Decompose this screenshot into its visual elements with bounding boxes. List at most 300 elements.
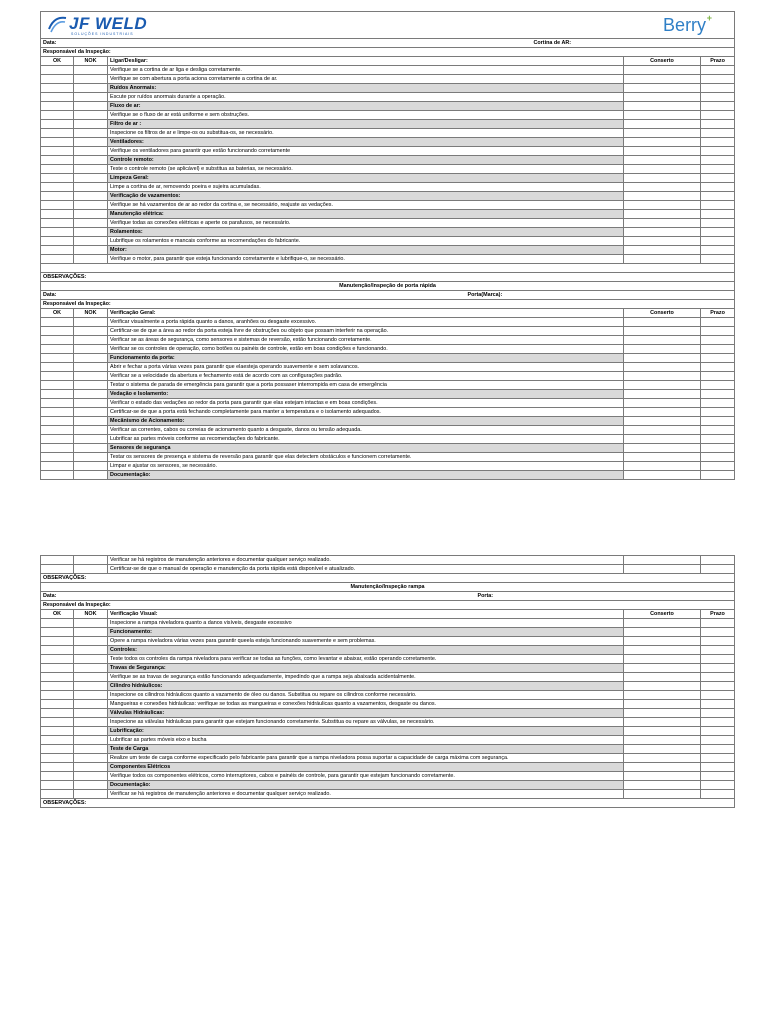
- ok-checkbox-cell[interactable]: [41, 390, 74, 399]
- conserto-cell[interactable]: [624, 646, 701, 655]
- checklist-item-text: Sensores de segurança: [108, 444, 624, 453]
- ok-checkbox-cell[interactable]: [41, 556, 74, 565]
- ok-checkbox-cell[interactable]: [41, 399, 74, 408]
- conserto-cell[interactable]: [624, 426, 701, 435]
- conserto-cell[interactable]: [624, 781, 701, 790]
- ok-checkbox-cell[interactable]: [41, 655, 74, 664]
- prazo-cell[interactable]: [701, 255, 735, 264]
- ok-checkbox-cell[interactable]: [41, 237, 74, 246]
- prazo-cell[interactable]: [701, 444, 735, 453]
- conserto-cell[interactable]: [624, 736, 701, 745]
- ok-checkbox-cell[interactable]: [41, 102, 74, 111]
- conserto-cell[interactable]: [624, 228, 701, 237]
- prazo-cell[interactable]: [701, 408, 735, 417]
- nok-checkbox-cell[interactable]: [74, 556, 108, 565]
- nok-checkbox-cell[interactable]: [74, 781, 108, 790]
- nok-checkbox-cell[interactable]: [74, 745, 108, 754]
- ok-checkbox-cell[interactable]: [41, 471, 74, 480]
- checklist-item-row: [41, 462, 735, 471]
- conserto-cell[interactable]: [624, 628, 701, 637]
- checklist-item-text: Verifique se com abertura a porta aciona corretamente a cortina de ar.: [108, 75, 624, 84]
- ok-checkbox-cell[interactable]: [41, 165, 74, 174]
- nok-checkbox-cell[interactable]: [74, 201, 108, 210]
- checklist-item-text: Documentação:: [108, 781, 624, 790]
- conserto-cell[interactable]: [624, 255, 701, 264]
- nok-checkbox-cell[interactable]: [74, 646, 108, 655]
- ok-checkbox-cell[interactable]: [41, 673, 74, 682]
- observations-label: OBSERVAÇÕES:: [41, 273, 735, 282]
- ok-checkbox-cell[interactable]: [41, 619, 74, 628]
- ok-checkbox-cell[interactable]: [41, 345, 74, 354]
- checklist-item-text: Certificar-se de que a área ao redor da porta esteja livre de obstruções ou objeto que possam interferir na operação.: [108, 327, 624, 336]
- nok-checkbox-cell[interactable]: [74, 318, 108, 327]
- conserto-cell[interactable]: [624, 682, 701, 691]
- checklist-item-row: [41, 655, 735, 664]
- nok-checkbox-cell[interactable]: [74, 129, 108, 138]
- nok-checkbox-cell[interactable]: [74, 327, 108, 336]
- prazo-cell[interactable]: [701, 673, 735, 682]
- checklist-item-row: [41, 408, 735, 417]
- ok-checkbox-cell[interactable]: [41, 637, 74, 646]
- ok-checkbox-cell[interactable]: [41, 336, 74, 345]
- checklist-item-text: Escute por ruídos anormais durante a operação.: [108, 93, 624, 102]
- ok-checkbox-cell[interactable]: [41, 111, 74, 120]
- prazo-cell[interactable]: [701, 700, 735, 709]
- conserto-cell[interactable]: [624, 174, 701, 183]
- ok-checkbox-cell[interactable]: [41, 790, 74, 799]
- prazo-cell[interactable]: [701, 165, 735, 174]
- nok-checkbox-cell[interactable]: [74, 381, 108, 390]
- conserto-cell[interactable]: [624, 619, 701, 628]
- prazo-cell[interactable]: [701, 363, 735, 372]
- header-row-2: [41, 309, 735, 318]
- ok-checkbox-cell[interactable]: [41, 435, 74, 444]
- prazo-cell[interactable]: [701, 790, 735, 799]
- checklist-item-text: Controle remoto:: [108, 156, 624, 165]
- checklist-item-text: Controles:: [108, 646, 624, 655]
- nok-checkbox-cell[interactable]: [74, 84, 108, 93]
- conserto-cell[interactable]: [624, 754, 701, 763]
- nok-checkbox-cell[interactable]: [74, 682, 108, 691]
- conserto-cell[interactable]: [624, 556, 701, 565]
- checklist-heading-row: [41, 174, 735, 183]
- nok-checkbox-cell[interactable]: [74, 444, 108, 453]
- conserto-cell[interactable]: [624, 66, 701, 75]
- nok-checkbox-cell[interactable]: [74, 565, 108, 574]
- prazo-cell[interactable]: [701, 655, 735, 664]
- prazo-cell[interactable]: [701, 718, 735, 727]
- nok-checkbox-cell[interactable]: [74, 372, 108, 381]
- prazo-cell[interactable]: [701, 682, 735, 691]
- section1-title: Cortina de AR:: [108, 39, 735, 48]
- conserto-cell[interactable]: [624, 390, 701, 399]
- nok-checkbox-cell[interactable]: [74, 408, 108, 417]
- prazo-cell[interactable]: [701, 462, 735, 471]
- nok-checkbox-cell[interactable]: [74, 120, 108, 129]
- checklist-item-row: [41, 453, 735, 462]
- ok-checkbox-cell[interactable]: [41, 210, 74, 219]
- checklist-heading-row: [41, 354, 735, 363]
- prazo-cell[interactable]: [701, 345, 735, 354]
- conserto-cell[interactable]: [624, 673, 701, 682]
- conserto-cell[interactable]: [624, 399, 701, 408]
- ok-checkbox-cell[interactable]: [41, 381, 74, 390]
- ok-checkbox-cell[interactable]: [41, 700, 74, 709]
- prazo-cell[interactable]: [701, 201, 735, 210]
- ok-checkbox-cell[interactable]: [41, 327, 74, 336]
- prazo-cell[interactable]: [701, 664, 735, 673]
- ok-checkbox-cell[interactable]: [41, 84, 74, 93]
- checklist-item-row: [41, 201, 735, 210]
- nok-checkbox-cell[interactable]: [74, 462, 108, 471]
- checklist-item-text: Travas de Segurança:: [108, 664, 624, 673]
- prazo-cell[interactable]: [701, 691, 735, 700]
- ok-checkbox-cell[interactable]: [41, 772, 74, 781]
- prazo-cell[interactable]: [701, 646, 735, 655]
- conserto-cell[interactable]: [624, 381, 701, 390]
- ok-checkbox-cell[interactable]: [41, 246, 74, 255]
- prazo-cell[interactable]: [701, 327, 735, 336]
- nok-checkbox-cell[interactable]: [74, 700, 108, 709]
- ok-checkbox-cell[interactable]: [41, 228, 74, 237]
- ok-checkbox-cell[interactable]: [41, 691, 74, 700]
- checklist-heading-row: [41, 763, 735, 772]
- prazo-cell[interactable]: [701, 727, 735, 736]
- conserto-cell[interactable]: [624, 444, 701, 453]
- checklist-item-text: Verificar as correntes, cabos ou correias de acionamento quanto a desgaste, danos ou tensão adequada.: [108, 426, 624, 435]
- ok-checkbox-cell[interactable]: [41, 763, 74, 772]
- prazo-cell[interactable]: [701, 556, 735, 565]
- ok-checkbox-cell[interactable]: [41, 129, 74, 138]
- prazo-cell[interactable]: [701, 93, 735, 102]
- ok-checkbox-cell[interactable]: [41, 462, 74, 471]
- prazo-cell[interactable]: [701, 156, 735, 165]
- date-row: [41, 39, 735, 48]
- checklist-item-row: [41, 754, 735, 763]
- checklist-item-row: [41, 93, 735, 102]
- prazo-cell[interactable]: [701, 565, 735, 574]
- ok-checkbox-cell[interactable]: [41, 120, 74, 129]
- checklist-item-row: [41, 318, 735, 327]
- ok-checkbox-cell[interactable]: [41, 147, 74, 156]
- ok-checkbox-cell[interactable]: [41, 93, 74, 102]
- conserto-cell[interactable]: [624, 790, 701, 799]
- prazo-cell[interactable]: [701, 709, 735, 718]
- ok-checkbox-cell[interactable]: [41, 781, 74, 790]
- prazo-cell[interactable]: [701, 237, 735, 246]
- prazo-cell[interactable]: [701, 183, 735, 192]
- ok-checkbox-cell[interactable]: [41, 417, 74, 426]
- conserto-cell[interactable]: [624, 336, 701, 345]
- ok-checkbox-cell[interactable]: [41, 408, 74, 417]
- ok-checkbox-cell[interactable]: [41, 718, 74, 727]
- checklist-heading-row: [41, 727, 735, 736]
- nok-checkbox-cell[interactable]: [74, 354, 108, 363]
- conserto-cell[interactable]: [624, 120, 701, 129]
- nok-checkbox-cell[interactable]: [74, 637, 108, 646]
- conserto-cell[interactable]: [624, 246, 701, 255]
- nok-checkbox-cell[interactable]: [74, 237, 108, 246]
- conserto-cell[interactable]: [624, 718, 701, 727]
- ok-checkbox-cell[interactable]: [41, 745, 74, 754]
- checklist-item-row: [41, 637, 735, 646]
- prazo-cell[interactable]: [701, 471, 735, 480]
- nok-checkbox-cell[interactable]: [74, 727, 108, 736]
- conserto-cell[interactable]: [624, 417, 701, 426]
- nok-checkbox-cell[interactable]: [74, 93, 108, 102]
- ok-checkbox-cell[interactable]: [41, 156, 74, 165]
- conserto-cell[interactable]: [624, 345, 701, 354]
- conserto-header: Conserto: [624, 57, 701, 66]
- conserto-cell[interactable]: [624, 565, 701, 574]
- prazo-cell[interactable]: [701, 246, 735, 255]
- prazo-cell[interactable]: [701, 336, 735, 345]
- prazo-cell[interactable]: [701, 435, 735, 444]
- checklist-table-2: [40, 555, 735, 808]
- conserto-cell[interactable]: [624, 471, 701, 480]
- checklist-item-row: [41, 718, 735, 727]
- ok-checkbox-cell[interactable]: [41, 754, 74, 763]
- nok-checkbox-cell[interactable]: [74, 228, 108, 237]
- prazo-cell[interactable]: [701, 102, 735, 111]
- conserto-cell[interactable]: [624, 664, 701, 673]
- prazo-cell[interactable]: [701, 228, 735, 237]
- checklist-item-row: [41, 736, 735, 745]
- prazo-cell[interactable]: [701, 772, 735, 781]
- conserto-cell[interactable]: [624, 165, 701, 174]
- ok-checkbox-cell[interactable]: [41, 709, 74, 718]
- nok-checkbox-cell[interactable]: [74, 664, 108, 673]
- nok-checkbox-cell[interactable]: [74, 709, 108, 718]
- nok-checkbox-cell[interactable]: [74, 435, 108, 444]
- nok-checkbox-cell[interactable]: [74, 66, 108, 75]
- ok-checkbox-cell[interactable]: [41, 138, 74, 147]
- conserto-cell[interactable]: [624, 700, 701, 709]
- ok-checkbox-cell[interactable]: [41, 727, 74, 736]
- ok-header: OK: [41, 57, 74, 66]
- nok-checkbox-cell[interactable]: [74, 102, 108, 111]
- ok-checkbox-cell[interactable]: [41, 75, 74, 84]
- ok-checkbox-cell[interactable]: [41, 426, 74, 435]
- nok-checkbox-cell[interactable]: [74, 183, 108, 192]
- section3-title: Manutenção/Inspeção rampa: [41, 583, 735, 592]
- conserto-cell[interactable]: [624, 75, 701, 84]
- nok-checkbox-cell[interactable]: [74, 345, 108, 354]
- nok-checkbox-cell[interactable]: [74, 147, 108, 156]
- ok-checkbox-cell[interactable]: [41, 66, 74, 75]
- prazo-cell[interactable]: [701, 84, 735, 93]
- prazo-cell[interactable]: [701, 754, 735, 763]
- prazo-cell[interactable]: [701, 75, 735, 84]
- nok-checkbox-cell[interactable]: [74, 763, 108, 772]
- nok-checkbox-cell[interactable]: [74, 673, 108, 682]
- conserto-cell[interactable]: [624, 327, 701, 336]
- prazo-cell[interactable]: [701, 426, 735, 435]
- ok-checkbox-cell[interactable]: [41, 453, 74, 462]
- ok-checkbox-cell[interactable]: [41, 354, 74, 363]
- conserto-cell[interactable]: [624, 147, 701, 156]
- conserto-cell[interactable]: [624, 237, 701, 246]
- conserto-cell[interactable]: [624, 192, 701, 201]
- conserto-cell[interactable]: [624, 318, 701, 327]
- conserto-cell[interactable]: [624, 102, 701, 111]
- conserto-cell[interactable]: [624, 408, 701, 417]
- conserto-cell[interactable]: [624, 210, 701, 219]
- ok-checkbox-cell[interactable]: [41, 736, 74, 745]
- nok-checkbox-cell[interactable]: [74, 426, 108, 435]
- nok-checkbox-cell[interactable]: [74, 192, 108, 201]
- checklist-item-text: Limpeza Geral:: [108, 174, 624, 183]
- checklist-item-row: [41, 399, 735, 408]
- nok-checkbox-cell[interactable]: [74, 655, 108, 664]
- nok-checkbox-cell[interactable]: [74, 399, 108, 408]
- nok-checkbox-cell[interactable]: [74, 772, 108, 781]
- nok-checkbox-cell[interactable]: [74, 790, 108, 799]
- prazo-cell[interactable]: [701, 354, 735, 363]
- nok-checkbox-cell[interactable]: [74, 363, 108, 372]
- prazo-cell[interactable]: [701, 453, 735, 462]
- checklist-item-text: Lubrifique os rolamentos e mancais conforme as recomendações do fabricante.: [108, 237, 624, 246]
- ok-checkbox-cell[interactable]: [41, 192, 74, 201]
- ok-checkbox-cell[interactable]: [41, 318, 74, 327]
- conserto-cell[interactable]: [624, 691, 701, 700]
- checklist-heading-row: [41, 646, 735, 655]
- checklist-item-text: Inspecione os filtros de ar e limpe-os ou substitua-os, se necessário.: [108, 129, 624, 138]
- conserto-cell[interactable]: [624, 435, 701, 444]
- nok-checkbox-cell[interactable]: [74, 111, 108, 120]
- ok-checkbox-cell[interactable]: [41, 646, 74, 655]
- nok-checkbox-cell[interactable]: [74, 453, 108, 462]
- conserto-cell[interactable]: [624, 129, 701, 138]
- nok-checkbox-cell[interactable]: [74, 471, 108, 480]
- prazo-cell[interactable]: [701, 318, 735, 327]
- prazo-cell[interactable]: [701, 745, 735, 754]
- ok-checkbox-cell[interactable]: [41, 183, 74, 192]
- conserto-cell[interactable]: [624, 462, 701, 471]
- conserto-cell[interactable]: [624, 201, 701, 210]
- conserto-cell[interactable]: [624, 763, 701, 772]
- ok-checkbox-cell[interactable]: [41, 682, 74, 691]
- prazo-cell[interactable]: [701, 138, 735, 147]
- ok-checkbox-cell[interactable]: [41, 255, 74, 264]
- prazo-cell[interactable]: [701, 372, 735, 381]
- ok-checkbox-cell[interactable]: [41, 219, 74, 228]
- conserto-cell[interactable]: [624, 453, 701, 462]
- conserto-cell[interactable]: [624, 183, 701, 192]
- section2-first-heading: Verificação Geral:: [108, 309, 624, 318]
- checklist-heading-row: [41, 138, 735, 147]
- inspector-label-2: Responsável da Inspeção:: [41, 300, 735, 309]
- checklist-item-row: [41, 165, 735, 174]
- nok-checkbox-cell[interactable]: [74, 718, 108, 727]
- nok-checkbox-cell[interactable]: [74, 75, 108, 84]
- conserto-cell[interactable]: [624, 727, 701, 736]
- nok-checkbox-cell[interactable]: [74, 156, 108, 165]
- prazo-cell[interactable]: [701, 174, 735, 183]
- nok-checkbox-cell[interactable]: [74, 210, 108, 219]
- checklist-heading-row: [41, 471, 735, 480]
- prazo-cell[interactable]: [701, 390, 735, 399]
- conserto-cell[interactable]: [624, 745, 701, 754]
- nok-checkbox-cell[interactable]: [74, 417, 108, 426]
- conserto-cell[interactable]: [624, 354, 701, 363]
- ok-checkbox-cell[interactable]: [41, 664, 74, 673]
- conserto-cell[interactable]: [624, 637, 701, 646]
- nok-checkbox-cell[interactable]: [74, 138, 108, 147]
- nok-checkbox-cell[interactable]: [74, 691, 108, 700]
- nok-checkbox-cell[interactable]: [74, 736, 108, 745]
- nok-header: NOK: [74, 57, 108, 66]
- nok-checkbox-cell[interactable]: [74, 619, 108, 628]
- conserto-cell[interactable]: [624, 156, 701, 165]
- checklist-item-text: Teste de Carga: [108, 745, 624, 754]
- ok-checkbox-cell[interactable]: [41, 628, 74, 637]
- conserto-cell[interactable]: [624, 84, 701, 93]
- conserto-cell[interactable]: [624, 772, 701, 781]
- conserto-cell[interactable]: [624, 655, 701, 664]
- conserto-cell[interactable]: [624, 363, 701, 372]
- ok-checkbox-cell[interactable]: [41, 444, 74, 453]
- prazo-cell[interactable]: [701, 210, 735, 219]
- prazo-cell[interactable]: [701, 763, 735, 772]
- ok-checkbox-cell[interactable]: [41, 174, 74, 183]
- conserto-cell[interactable]: [624, 372, 701, 381]
- nok-checkbox-cell[interactable]: [74, 390, 108, 399]
- prazo-cell[interactable]: [701, 417, 735, 426]
- nok-checkbox-cell[interactable]: [74, 628, 108, 637]
- checklist-item-row: [41, 435, 735, 444]
- prazo-cell[interactable]: [701, 381, 735, 390]
- nok-checkbox-cell[interactable]: [74, 174, 108, 183]
- ok-checkbox-cell[interactable]: [41, 372, 74, 381]
- prazo-cell[interactable]: [701, 192, 735, 201]
- conserto-cell[interactable]: [624, 219, 701, 228]
- nok-checkbox-cell[interactable]: [74, 336, 108, 345]
- prazo-cell[interactable]: [701, 66, 735, 75]
- conserto-cell[interactable]: [624, 111, 701, 120]
- checklist-item-text: Verifique se o fluxo de ar está uniforme e sem obstruções.: [108, 111, 624, 120]
- date-label-3: Data:: [41, 592, 108, 601]
- conserto-cell[interactable]: [624, 138, 701, 147]
- prazo-cell[interactable]: [701, 637, 735, 646]
- prazo-cell[interactable]: [701, 619, 735, 628]
- conserto-cell[interactable]: [624, 709, 701, 718]
- ok-checkbox-cell[interactable]: [41, 363, 74, 372]
- ok-checkbox-cell[interactable]: [41, 565, 74, 574]
- prazo-cell[interactable]: [701, 219, 735, 228]
- checklist-item-text: Verificar se as áreas de segurança, como sensores e sistemas de reversão, estão funcionando corretamente.: [108, 336, 624, 345]
- checklist-item-text: Vedação e Isolamento:: [108, 390, 624, 399]
- prazo-cell[interactable]: [701, 111, 735, 120]
- nok-checkbox-cell[interactable]: [74, 219, 108, 228]
- checklist-heading-row: [41, 120, 735, 129]
- nok-checkbox-cell[interactable]: [74, 246, 108, 255]
- prazo-cell[interactable]: [701, 736, 735, 745]
- prazo-cell[interactable]: [701, 781, 735, 790]
- nok-checkbox-cell[interactable]: [74, 165, 108, 174]
- prazo-cell[interactable]: [701, 147, 735, 156]
- prazo-cell[interactable]: [701, 120, 735, 129]
- nok-checkbox-cell[interactable]: [74, 754, 108, 763]
- ok-checkbox-cell[interactable]: [41, 201, 74, 210]
- conserto-cell[interactable]: [624, 93, 701, 102]
- prazo-cell[interactable]: [701, 399, 735, 408]
- checklist-item-text: Verificação de vazamentos:: [108, 192, 624, 201]
- checklist-item-row: [41, 363, 735, 372]
- nok-checkbox-cell[interactable]: [74, 255, 108, 264]
- prazo-cell[interactable]: [701, 129, 735, 138]
- prazo-cell[interactable]: [701, 628, 735, 637]
